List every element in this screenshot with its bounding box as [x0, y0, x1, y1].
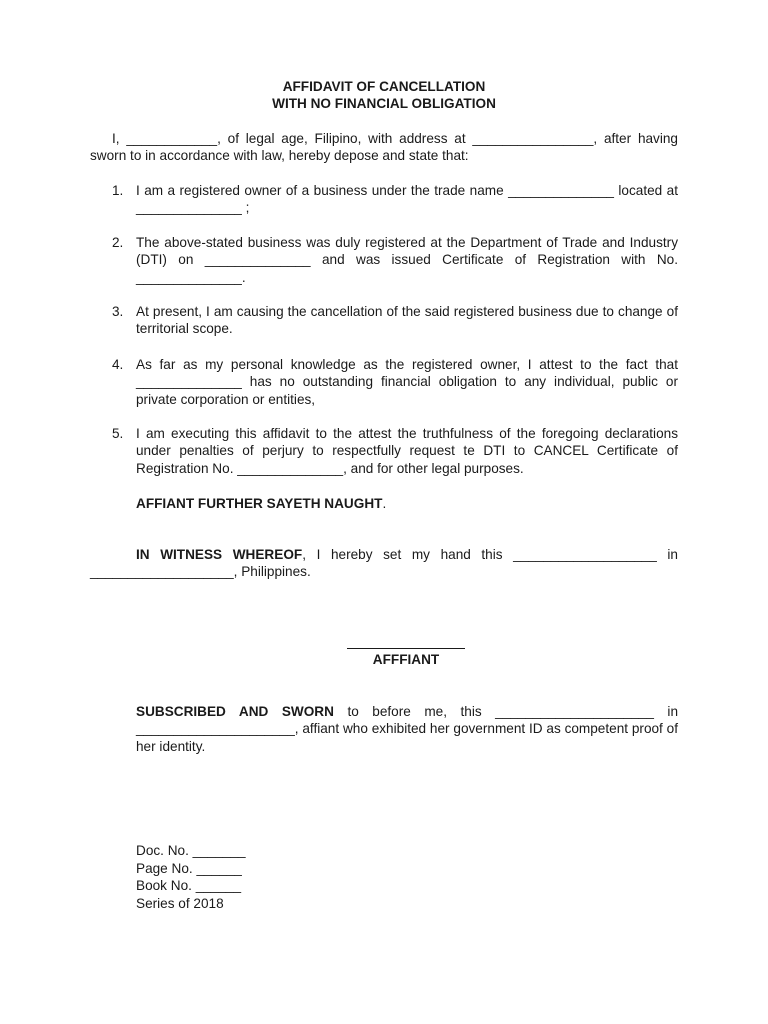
book-no: Book No. ______ — [136, 878, 242, 894]
item-text: The above-stated business was duly registered at the Department of Trade and Industry (DTI) on ______________ and was issued Certificate of Registration with No. ______________. — [136, 235, 678, 285]
series: Series of 2018 — [136, 895, 224, 911]
item-number: 5. — [112, 426, 124, 441]
page-no: Page No. ______ — [136, 860, 242, 876]
intro-paragraph: I, ____________, of legal age, Filipino, with address at ________________, after having sworn to in accordance with law, hereby depose and state that: — [90, 131, 678, 164]
item-number: 3. — [112, 304, 124, 319]
item-number: 1. — [112, 183, 124, 198]
item-text: I am a registered owner of a business under the trade name ______________ located at ______________ ; — [136, 183, 678, 216]
further-sayeth-bold: AFFIANT FURTHER SAYETH NAUGHT — [136, 496, 383, 511]
notarial-details — [136, 842, 246, 912]
item-text: At present, I am causing the cancellation of the said registered business due to change of territorial scope. — [136, 304, 678, 337]
title-line-2: WITH NO FINANCIAL OBLIGATION — [272, 96, 496, 112]
title-line-1: AFFIDAVIT OF CANCELLATION — [282, 79, 486, 94]
subscribed-sworn-paragraph — [136, 703, 678, 755]
sworn-text: to before me, this _____________________ in _____________________, affiant who exhibited her government ID as competent proof of her identity. — [136, 704, 678, 754]
item-number: 4. — [112, 357, 124, 372]
item-text: I am executing this affidavit to the attest the truthfulness of the foregoing declarations under penalties of perjury to respectfully request te DTI to CANCEL Certificate of Registration No. ______________, and for other legal purposes. — [136, 426, 678, 476]
item-number: 2. — [112, 235, 124, 250]
sworn-bold: SUBSCRIBED AND SWORN — [136, 704, 334, 719]
further-sayeth-end: . — [382, 496, 387, 511]
item-text: As far as my personal knowledge as the registered owner, I attest to the fact that ______________ has no outstanding financial obligation to any individual, public or private corporation or entities, — [136, 357, 678, 407]
document-title — [0, 78, 768, 113]
signature-line — [347, 648, 465, 649]
doc-no: Doc. No. _______ — [136, 843, 246, 858]
witness-paragraph — [90, 546, 678, 581]
further-sayeth-statement — [136, 495, 386, 512]
witness-bold: IN WITNESS WHEREOF — [136, 547, 303, 562]
affiant-label: AFFFIANT — [372, 652, 440, 667]
witness-text: , I hereby set my hand this ___________________ in ___________________, Philippines. — [90, 547, 678, 580]
